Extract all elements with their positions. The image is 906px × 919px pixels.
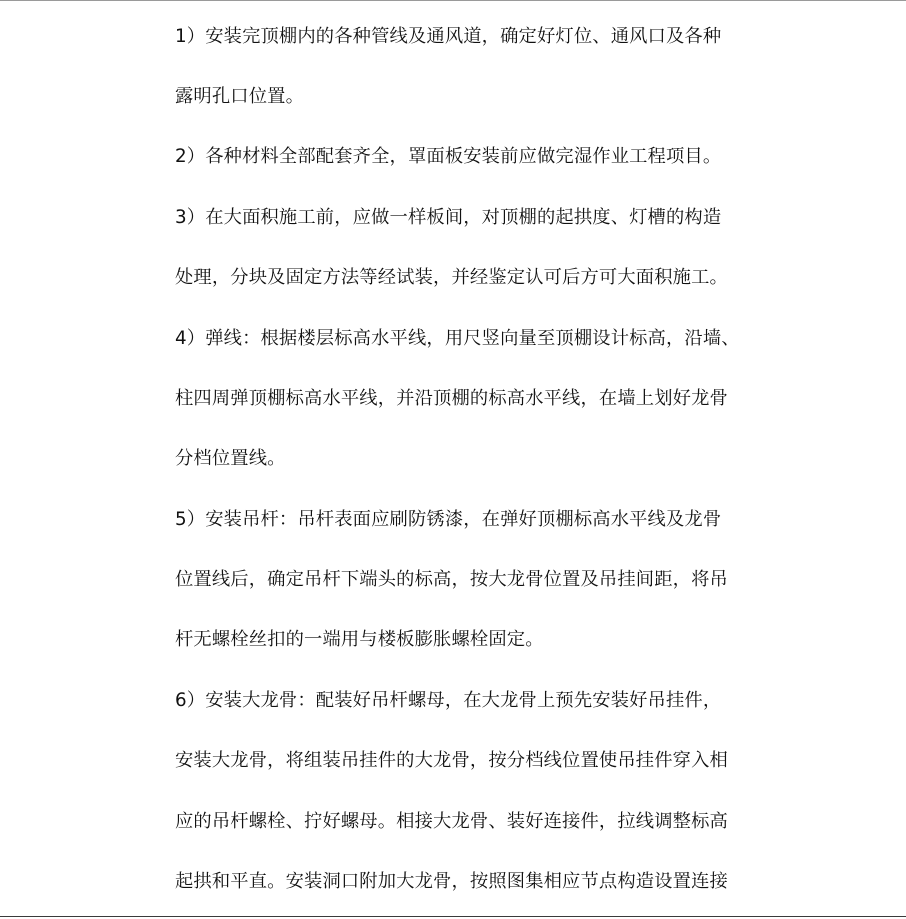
text-line: 4）弹线：根据楼层标高水平线，用尺竖向量至顶棚设计标高，沿墙、 [175,328,740,349]
text-line: 安装大龙骨，将组装吊挂件的大龙骨，按分档线位置使吊挂件穿入相 [175,750,728,771]
text-line: 应的吊杆螺栓、拧好螺母。相接大龙骨、装好连接件，拉线调整标高 [175,811,728,832]
top-divider [0,0,906,1]
text-line: 露明孔口位置。 [175,86,305,107]
text-line: 6）安装大龙骨：配装好吊杆螺母，在大龙骨上预先安装好吊挂件， [175,690,722,711]
text-line: 处理，分块及固定方法等经试装，并经鉴定认可后方可大面积施工。 [175,267,728,288]
text-line: 5）安装吊杆：吊杆表面应刷防锈漆，在弹好顶棚标高水平线及龙骨 [175,509,722,530]
text-line: 3）在大面积施工前，应做一样板间，对顶棚的起拱度、灯槽的构造 [175,207,722,228]
text-line: 起拱和平直。安装洞口附加大龙骨，按照图集相应节点构造设置连接 [175,871,728,892]
text-line: 2）各种材料全部配套齐全，罩面板安装前应做完湿作业工程项目。 [175,146,722,167]
text-line: 1）安装完顶棚内的各种管线及通风道，确定好灯位、通风口及各种 [175,26,722,47]
text-line: 位置线后，确定吊杆下端头的标高，按大龙骨位置及吊挂间距，将吊 [175,569,728,590]
text-line: 柱四周弹顶棚标高水平线，并沿顶棚的标高水平线，在墙上划好龙骨 [175,388,728,409]
text-line: 分档位置线。 [175,448,286,469]
text-line: 杆无螺栓丝扣的一端用与楼板膨胀螺栓固定。 [175,629,544,650]
bottom-divider [0,916,906,917]
